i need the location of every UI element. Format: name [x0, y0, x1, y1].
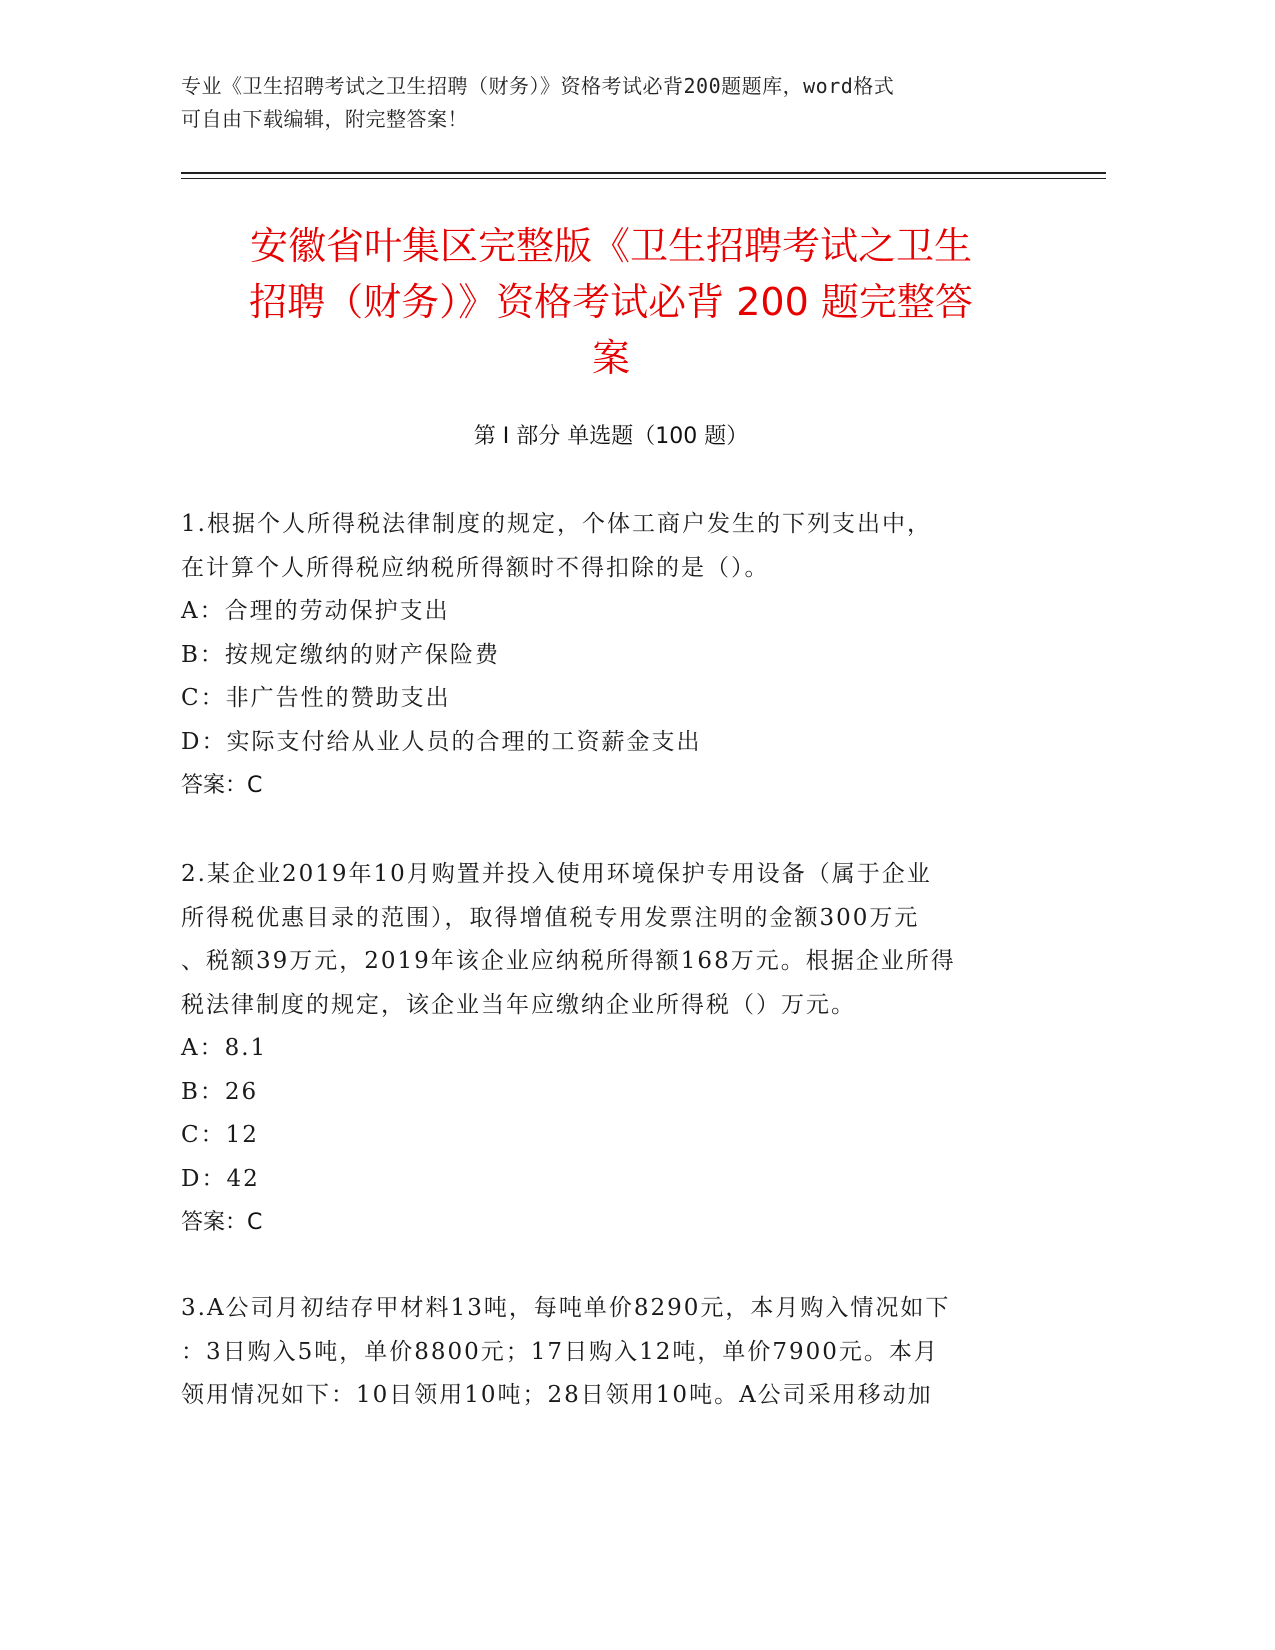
document-title-line: 案	[591, 336, 630, 380]
question-stem-line: 在计算个人所得税应纳税所得额时不得扣除的是（）。	[181, 554, 770, 581]
header-note-line: 专业《卫生招聘考试之卫生招聘（财务）》资格考试必背200题题库，word格式	[181, 74, 895, 98]
question-stem-line: ：3日购入5吨，单价8800元；17日购入12吨，单价7900元。本月	[181, 1338, 939, 1365]
question-stem-line: 1.根据个人所得税法律制度的规定，个体工商户发生的下列支出中，	[181, 511, 932, 537]
question-stem-line: 所得税优惠目录的范围），取得增值税专用发票注明的金额300万元	[181, 904, 920, 931]
option-b: B：26	[181, 1078, 259, 1105]
header-note-line: 可自由下载编辑，附完整答案！	[181, 107, 468, 131]
question-stem-line: 税法律制度的规定，该企业当年应缴纳企业所得税（）万元。	[181, 991, 856, 1018]
option-c: C：12	[181, 1122, 259, 1148]
option-c: C：非广告性的赞助支出	[181, 685, 451, 711]
option-d: D：实际支付给从业人员的合理的工资薪金支出	[181, 728, 702, 755]
answer-line: 答案：C	[181, 1210, 263, 1235]
document-title	[181, 218, 1041, 386]
header-divider-thin	[181, 178, 1106, 179]
question-3	[181, 1287, 1041, 1418]
question-2	[181, 853, 1041, 1245]
header-note	[181, 70, 1041, 136]
question-stem-line: 领用情况如下：10日领用10吨；28日领用10吨。A公司采用移动加	[181, 1382, 933, 1408]
option-d: D：42	[181, 1165, 260, 1192]
option-a: A：合理的劳动保护支出	[181, 598, 450, 624]
option-a: A：8.1	[181, 1035, 268, 1061]
document-title-line: 安徽省叶集区完整版《卫生招聘考试之卫生	[249, 224, 972, 268]
header-divider-thick	[181, 172, 1106, 174]
answer-line: 答案：C	[181, 773, 263, 798]
question-stem-line: 2.某企业2019年10月购置并投入使用环境保护专用设备（属于企业	[181, 861, 932, 887]
section-title: 第 I 部分 单选题（100 题）	[473, 424, 749, 449]
question-stem-line: 3.A公司月初结存甲材料13吨，每吨单价8290元，本月购入情况如下	[181, 1295, 951, 1321]
question-stem-line: 、税额39万元，2019年该企业应纳税所得额168万元。根据企业所得	[181, 948, 956, 974]
question-1	[181, 503, 1041, 808]
document-title-line: 招聘（财务）》资格考试必背 200 题完整答	[249, 280, 973, 324]
option-b: B：按规定缴纳的财产保险费	[181, 641, 500, 668]
